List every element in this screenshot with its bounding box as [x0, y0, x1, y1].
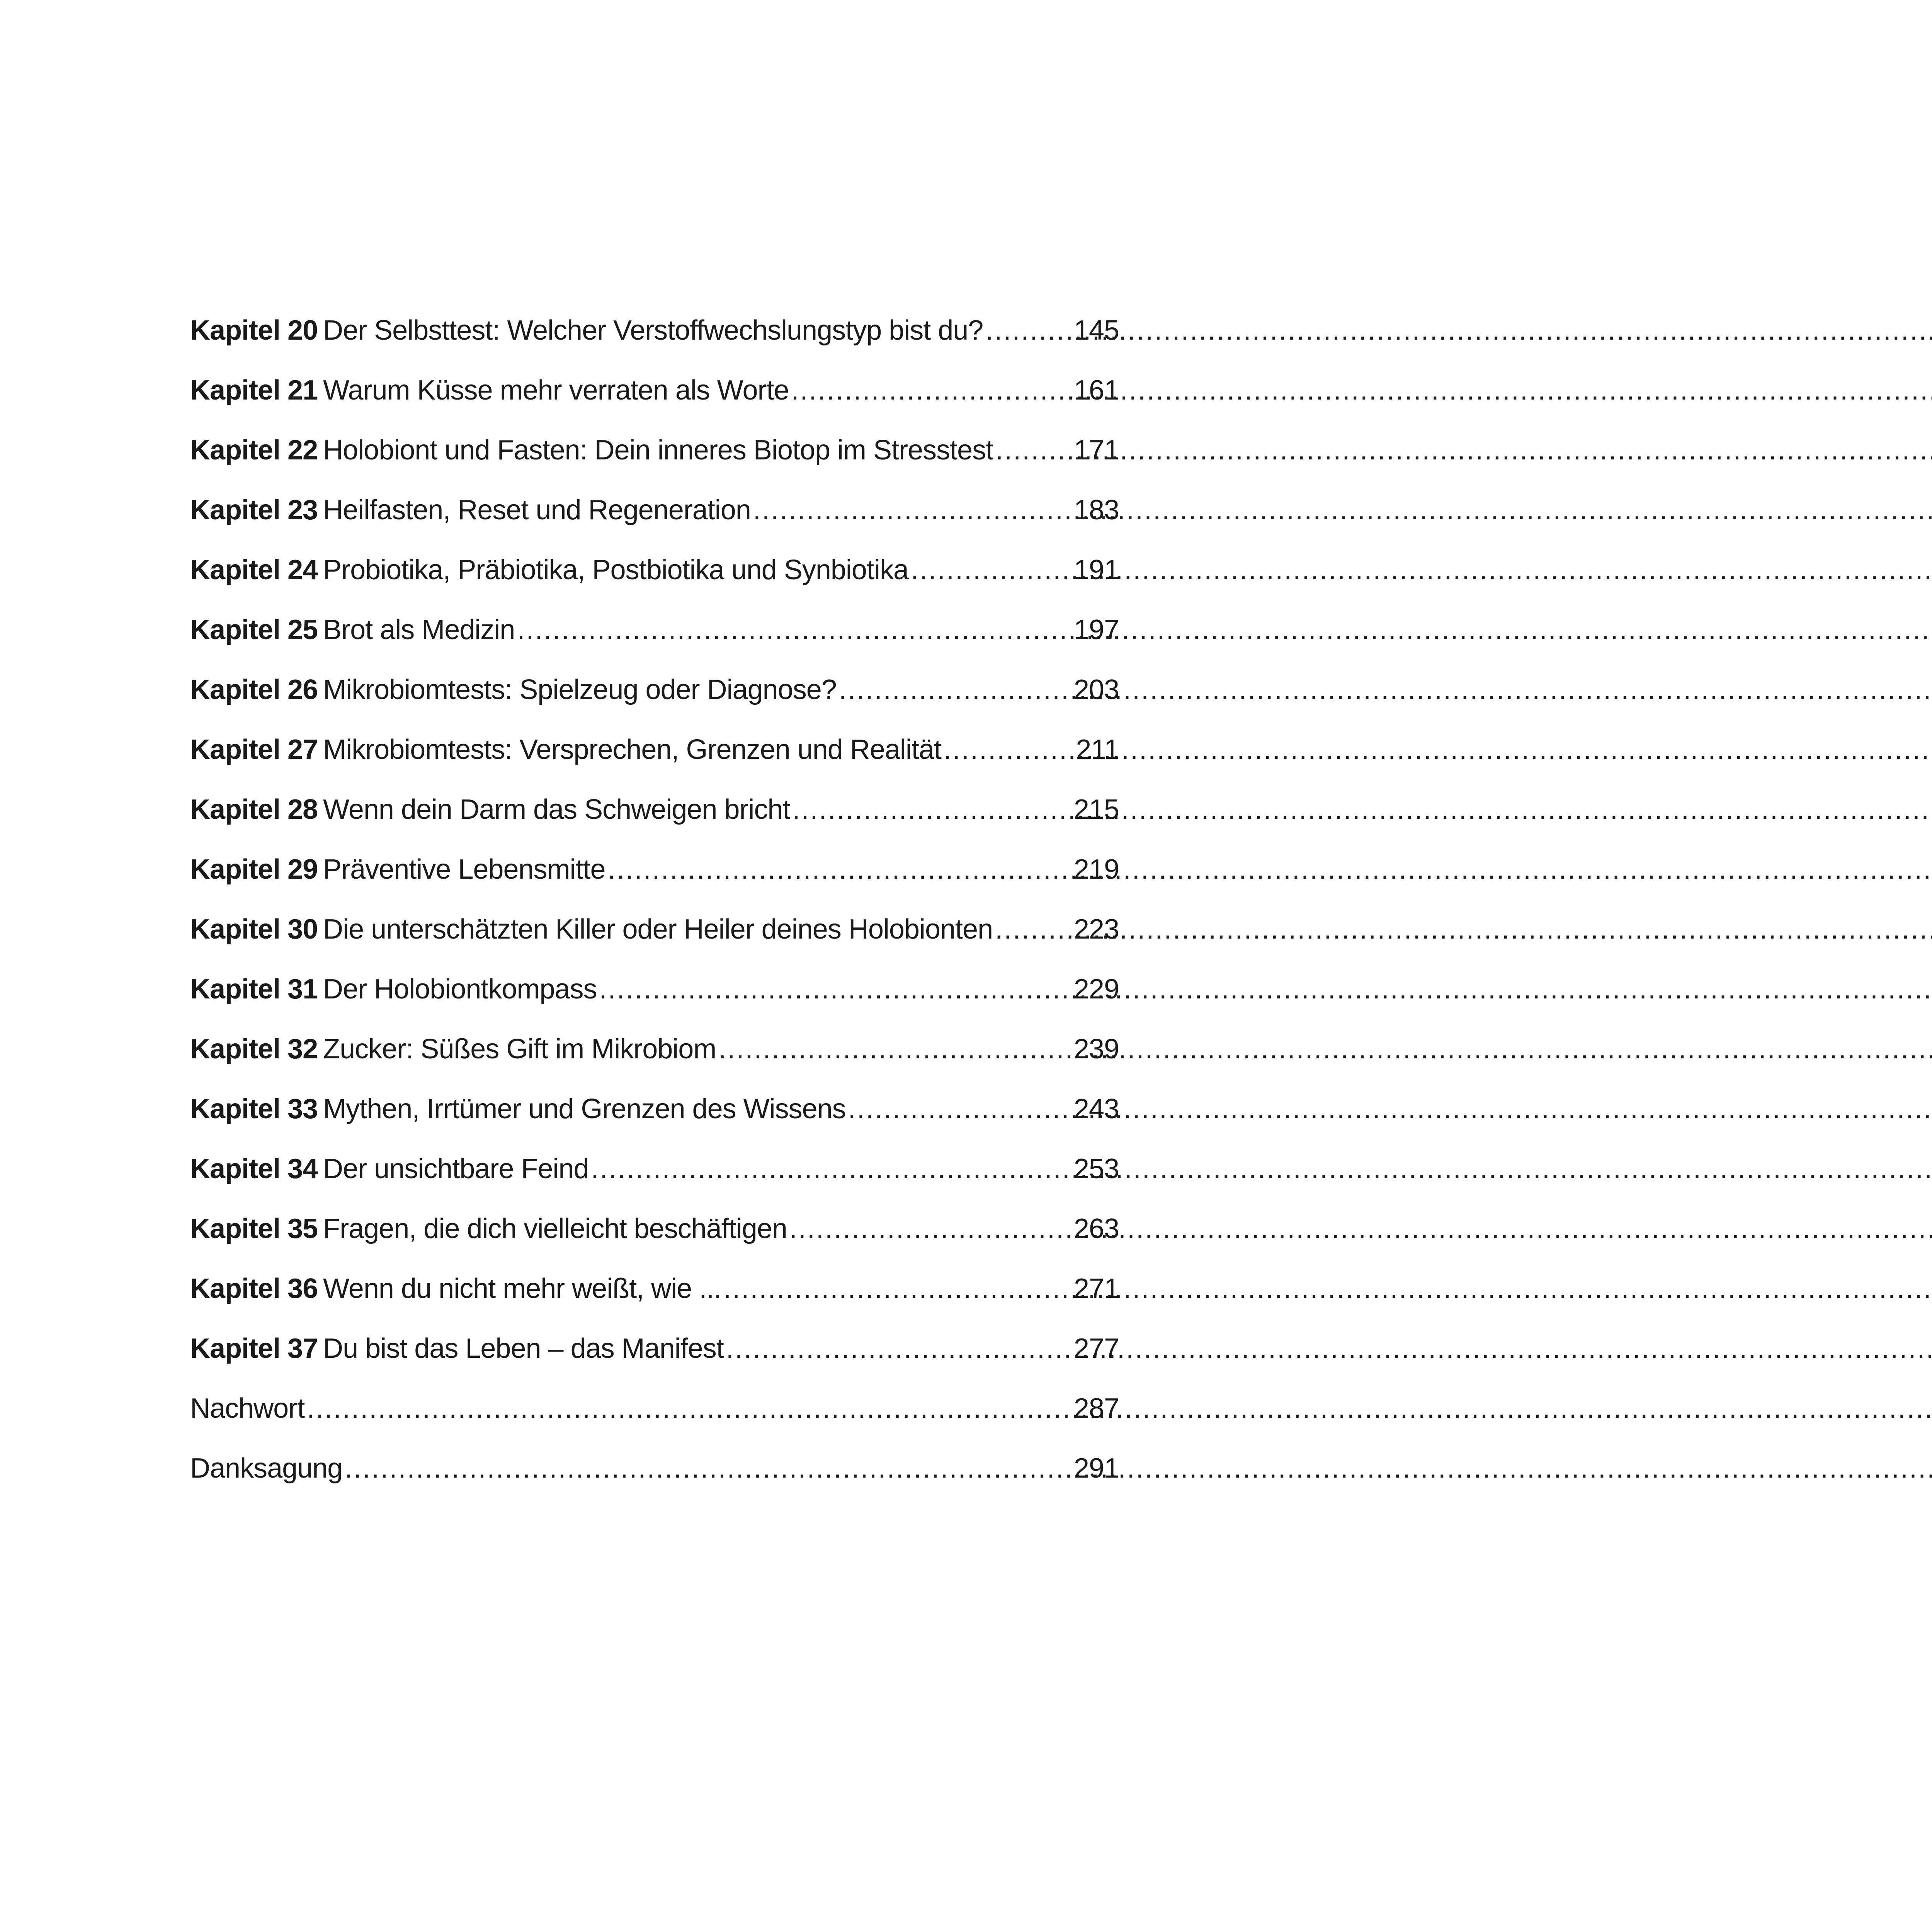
toc-dot-leader — [726, 1327, 1071, 1370]
toc-page-number: 197 — [1073, 614, 1119, 645]
toc-entry — [190, 1028, 1119, 1088]
toc-page-number: 243 — [1073, 1094, 1119, 1124]
toc-chapter-number: Kapitel 26 — [190, 674, 318, 705]
toc-dot-leader — [839, 668, 1071, 711]
toc-entry — [190, 788, 1119, 848]
toc-entry-title: Probiotika, Präbiotika, Postbiotika und Synbiotika — [323, 554, 909, 585]
toc-entry-title: Wenn dein Darm das Schweigen bricht — [323, 794, 790, 825]
toc-dot-leader — [723, 1267, 1071, 1310]
toc-entry — [190, 309, 1119, 369]
toc-dot-leader — [995, 429, 1071, 471]
toc-dot-leader — [791, 369, 1071, 412]
toc-page-number: 277 — [1073, 1333, 1119, 1364]
toc-entry-title: Mythen, Irrtümer und Grenzen des Wissens — [323, 1094, 846, 1124]
toc-entry-title: Danksagung — [190, 1453, 343, 1484]
toc-entry-title: Holobiont und Fasten: Dein inneres Biotop im Stresstest — [323, 435, 993, 466]
toc-entry — [190, 369, 1119, 429]
toc-dot-leader — [792, 788, 1071, 831]
toc-chapter-number: Kapitel 33 — [190, 1094, 318, 1124]
toc-dot-leader — [591, 1148, 1071, 1190]
toc-chapter-number: Kapitel 35 — [190, 1213, 318, 1244]
toc-chapter-number: Kapitel 36 — [190, 1273, 318, 1304]
toc-page-number: 271 — [1073, 1273, 1119, 1304]
toc-entry — [190, 968, 1119, 1028]
toc-entry-title: Fragen, die dich vielleicht beschäftigen — [323, 1213, 787, 1244]
toc-entry — [190, 848, 1119, 908]
toc-page-number: 183 — [1073, 495, 1119, 526]
toc-chapter-number: Kapitel 22 — [190, 435, 318, 466]
toc-entry-title: Der unsichtbare Feind — [323, 1153, 589, 1184]
toc-entry — [190, 668, 1119, 728]
toc-page-number: 219 — [1073, 854, 1119, 885]
toc-chapter-number: Kapitel 25 — [190, 614, 318, 645]
toc-page-number: 191 — [1073, 554, 1119, 585]
toc-page-number: 161 — [1073, 375, 1119, 406]
toc-chapter-number: Kapitel 32 — [190, 1034, 318, 1065]
toc-page-number: 223 — [1073, 914, 1119, 945]
toc-page-number: 229 — [1073, 974, 1119, 1005]
toc-entry-title: Heilfasten, Reset und Regeneration — [323, 495, 751, 526]
toc-chapter-number: Kapitel 21 — [190, 375, 318, 406]
toc-chapter-number: Kapitel 31 — [190, 974, 318, 1005]
toc-chapter-number: Kapitel 24 — [190, 554, 318, 585]
toc-page-number: 145 — [1073, 315, 1119, 346]
toc-chapter-number: Kapitel 20 — [190, 315, 318, 346]
toc-entry — [190, 1327, 1119, 1387]
toc-dot-leader — [517, 609, 1071, 651]
toc-page-number: 287 — [1073, 1393, 1119, 1424]
toc-page-number: 263 — [1073, 1213, 1119, 1244]
toc-entry — [190, 489, 1119, 549]
toc-entry-title: Wenn du nicht mehr weißt, wie ... — [323, 1273, 721, 1304]
toc-dot-leader — [307, 1387, 1071, 1430]
toc-page-number: 215 — [1073, 794, 1119, 825]
toc-dot-leader — [599, 968, 1071, 1010]
toc-page-number: 211 — [1076, 734, 1119, 765]
toc-dot-leader — [718, 1028, 1071, 1070]
toc-dot-leader — [848, 1088, 1071, 1130]
toc-chapter-number: Kapitel 23 — [190, 495, 318, 526]
toc-chapter-number: Kapitel 27 — [190, 734, 318, 765]
toc-dot-leader — [911, 549, 1071, 591]
toc-entry-title: Die unterschätzten Killer oder Heiler deines Holobionten — [323, 914, 993, 945]
toc-entry-title: Präventive Lebensmitte — [323, 854, 605, 885]
toc-chapter-number: Kapitel 34 — [190, 1153, 318, 1184]
toc-entry — [190, 1208, 1119, 1267]
toc-entry — [190, 609, 1119, 668]
toc-dot-leader — [944, 728, 1073, 771]
toc-dot-leader — [985, 309, 1071, 352]
table-of-contents — [190, 309, 1119, 1507]
toc-entry-title: Nachwort — [190, 1393, 305, 1424]
toc-entry-title: Warum Küsse mehr verraten als Worte — [323, 375, 789, 406]
toc-entry — [190, 1447, 1119, 1507]
toc-chapter-number: Kapitel 29 — [190, 854, 318, 885]
toc-entry — [190, 549, 1119, 609]
toc-entry — [190, 1088, 1119, 1148]
toc-dot-leader — [753, 489, 1071, 531]
toc-chapter-number: Kapitel 37 — [190, 1333, 318, 1364]
toc-dot-leader — [789, 1208, 1071, 1250]
toc-entry-title: Mikrobiomtests: Versprechen, Grenzen und Realität — [323, 734, 941, 765]
toc-entry — [190, 429, 1119, 489]
toc-page-number: 291 — [1073, 1453, 1119, 1484]
toc-entry — [190, 1387, 1119, 1447]
toc-page-number: 171 — [1073, 435, 1119, 466]
toc-entry-title: Du bist das Leben – das Manifest — [323, 1333, 724, 1364]
toc-chapter-number: Kapitel 28 — [190, 794, 318, 825]
toc-chapter-number: Kapitel 30 — [190, 914, 318, 945]
toc-entry — [190, 908, 1119, 968]
toc-entry-title: Der Holobiontkompass — [323, 974, 597, 1005]
toc-dot-leader — [995, 908, 1071, 951]
toc-entry-title: Brot als Medizin — [323, 614, 515, 645]
toc-dot-leader — [345, 1447, 1071, 1490]
toc-page-number: 203 — [1073, 674, 1119, 705]
toc-entry-title: Zucker: Süßes Gift im Mikrobiom — [323, 1034, 716, 1065]
toc-entry — [190, 1267, 1119, 1327]
toc-page-number: 253 — [1073, 1153, 1119, 1184]
toc-entry — [190, 1148, 1119, 1208]
toc-dot-leader — [608, 848, 1071, 891]
toc-entry-title: Der Selbsttest: Welcher Verstoffwechslungstyp bist du? — [323, 315, 983, 346]
toc-page-number: 239 — [1073, 1034, 1119, 1065]
toc-entry-title: Mikrobiomtests: Spielzeug oder Diagnose? — [323, 674, 837, 705]
toc-entry — [190, 728, 1119, 788]
